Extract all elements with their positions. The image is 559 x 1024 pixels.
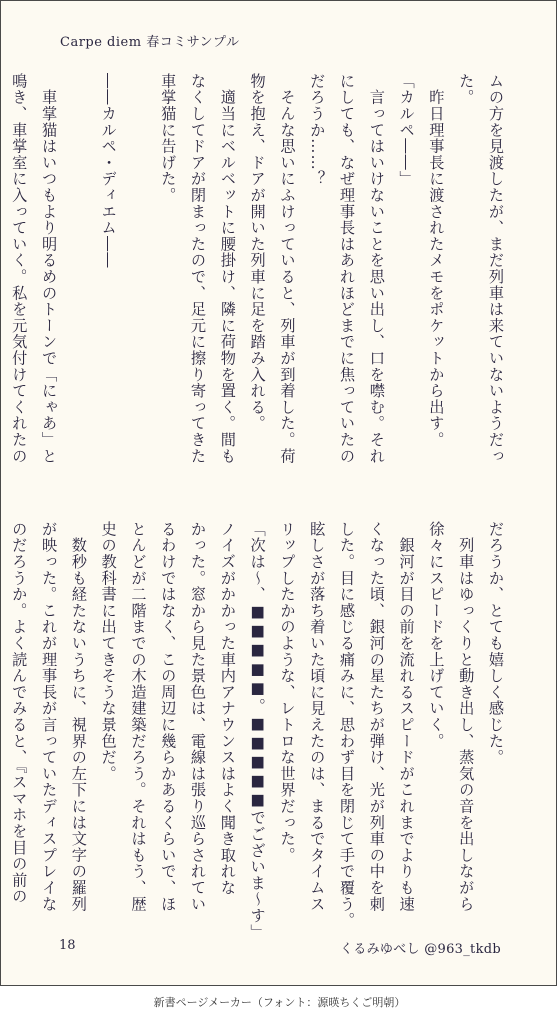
text-line: るわけではなく、この周辺に幾らかあるくらいで、ほ <box>159 521 178 913</box>
text-line: 数秒も経たないうちに、視界の左下には文字の羅列 <box>69 521 88 913</box>
text-line: だろうか……？ <box>308 73 327 188</box>
text-line: だろうか、とても嬉しく感じた。 <box>487 521 505 766</box>
text-line: 物を抱え、ドアが開いた列車に足を踏み入れる。 <box>248 73 267 432</box>
text-line: 眩しさが落ち着いた頃に見えたのは、まるでタイムス <box>308 521 327 913</box>
text-line: 車掌猫に告げた。 <box>159 73 178 204</box>
text-block-top <box>3 73 510 483</box>
footer-credit: 新書ページメーカー（フォント：源暎ちくご明朝） <box>153 996 406 1009</box>
text-line: 鳴き、車掌室に入っていく。私を元気付けてくれたの <box>10 73 29 465</box>
text-block-bottom <box>3 521 510 941</box>
text-line: 銀河が目の前を流れるスピードがこれまでよりも速 <box>397 521 416 913</box>
text-line: にしても、なぜ理事長はあれほどまでに焦っていたの <box>338 73 357 465</box>
text-line: のだろうか。よく読んでみると、『スマホを目の前の <box>10 521 29 905</box>
text-line: かった。窓から見た景色は、電線は張り巡らされてい <box>189 521 208 913</box>
author-credit: くるみゆべし @963_tkdb <box>340 942 501 957</box>
text-line: が映った。これが理事長が言っていたディスプレイな <box>40 521 59 913</box>
text-line: 史の教科書に出てきそうな景色だ。 <box>99 521 118 782</box>
text-line: 昨日理事長に渡されたメモをポケットから出す。 <box>427 73 446 448</box>
page-number: 18 <box>59 938 76 953</box>
text-line: 言ってはいけないことを思い出し、口を噤む。それ <box>367 73 386 465</box>
text-line: 徐々にスピードを上げていく。 <box>427 521 446 750</box>
page-header-title: Carpe diem 春コミサンプル <box>60 35 240 50</box>
text-line: とんどが二階までの木造建築だろう。それはもう、歴 <box>129 521 148 913</box>
text-line: ムの方を見渡したが、まだ列車は来ていないようだっ <box>487 73 505 465</box>
text-line: 適当にベルベットに腰掛け、隣に荷物を置く。間も <box>218 73 237 465</box>
text-line: ノイズがかかった車内アナウンスはよく聞き取れな <box>218 521 237 896</box>
text-line: 列車はゆっくりと動き出し、蒸気の音を出しながら <box>457 521 476 913</box>
text-line <box>123 73 153 483</box>
text-line <box>63 73 93 483</box>
text-line: ――カルペ・ディエム―― <box>99 73 118 269</box>
text-line: した。目に感じる痛みに、思わず目を閉じて手で覆う。 <box>338 521 357 929</box>
text-line: くなった頃、銀河の星たちが弾け、光が列車の中を刺 <box>367 521 386 913</box>
text-line: 「カルペ――」 <box>397 73 416 188</box>
text-line: た。 <box>457 73 476 106</box>
text-line: 「次は～、■■■■■。■■■■■でございま～す」 <box>248 521 267 941</box>
text-line: なくしてドアが閉まったので、足元に擦り寄ってきた <box>189 73 208 465</box>
text-line: 車掌猫はいつもより明るめのトーンで「にゃあ」と <box>40 73 59 465</box>
text-line: リップしたかのような、レトロな世界だった。 <box>278 521 297 864</box>
text-line: そんな思いにふけっていると、列車が到着した。荷 <box>278 73 297 465</box>
